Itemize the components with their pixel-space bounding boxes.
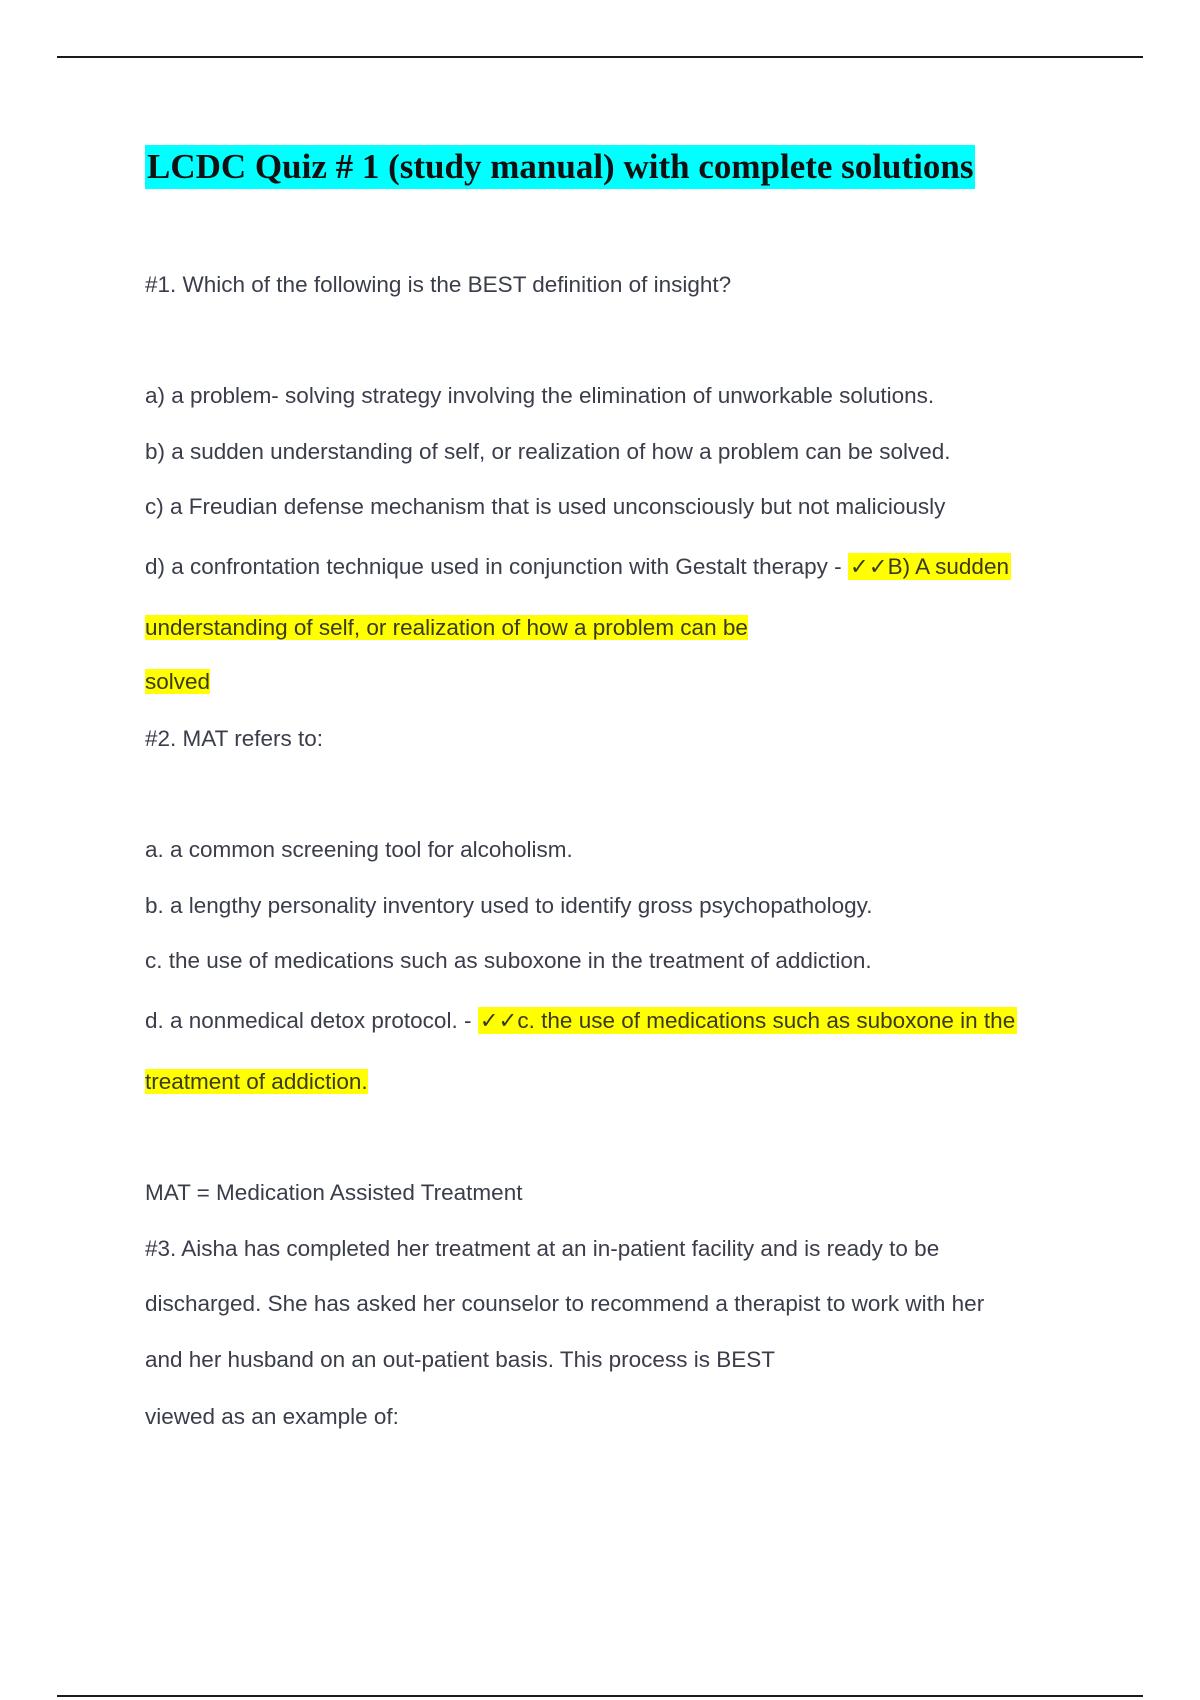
q1-answer-part2: understanding of self, or realization of how a problem can be xyxy=(145,615,748,640)
q3-question-line4: viewed as an example of: xyxy=(145,1404,399,1429)
q2-option-c: c. the use of medications such as suboxone in the treatment of addiction. xyxy=(145,948,872,973)
q1-answer-line3 xyxy=(145,667,210,697)
q2-question: #2. MAT refers to: xyxy=(145,726,323,751)
q2-option-d: d. a nonmedical detox protocol. - xyxy=(145,1008,478,1033)
document-title: LCDC Quiz # 1 (study manual) with complete solutions xyxy=(145,145,975,189)
q2-note: MAT = Medication Assisted Treatment xyxy=(145,1180,523,1205)
q1-option-d-line xyxy=(145,552,1011,582)
q2-option-d-line xyxy=(145,1006,1017,1036)
q2-option-a: a. a common screening tool for alcoholism. xyxy=(145,837,573,862)
q1-option-d: d) a confrontation technique used in conjunction with Gestalt therapy - xyxy=(145,554,848,579)
q3-question-line2: discharged. She has asked her counselor to recommend a therapist to work with her xyxy=(145,1291,985,1316)
top-rule xyxy=(57,56,1143,58)
q1-answer-part3: solved xyxy=(145,669,211,694)
q1-answer-part1: ✓✓B) A sudden xyxy=(849,554,1009,579)
q2-answer-line2 xyxy=(145,1067,368,1097)
q3-question-line3: and her husband on an out-patient basis. This process is BEST xyxy=(145,1347,775,1372)
q2-answer-part1: ✓✓c. the use of medications such as suboxone in the xyxy=(479,1008,1016,1033)
q1-option-c: c) a Freudian defense mechanism that is used unconsciously but not maliciously xyxy=(145,494,946,519)
q1-answer-line2 xyxy=(145,613,748,643)
q1-option-a: a) a problem- solving strategy involving the elimination of unworkable solutions. xyxy=(145,383,935,408)
q3-question-line1: #3. Aisha has completed her treatment at an in-patient facility and is ready to be xyxy=(145,1236,940,1261)
q1-option-b: b) a sudden understanding of self, or realization of how a problem can be solved. xyxy=(145,439,951,464)
q2-option-b: b. a lengthy personality inventory used to identify gross psychopathology. xyxy=(145,893,873,918)
q1-question: #1. Which of the following is the BEST definition of insight? xyxy=(145,272,732,297)
q2-answer-part2: treatment of addiction. xyxy=(145,1069,368,1094)
bottom-rule xyxy=(57,1695,1143,1697)
